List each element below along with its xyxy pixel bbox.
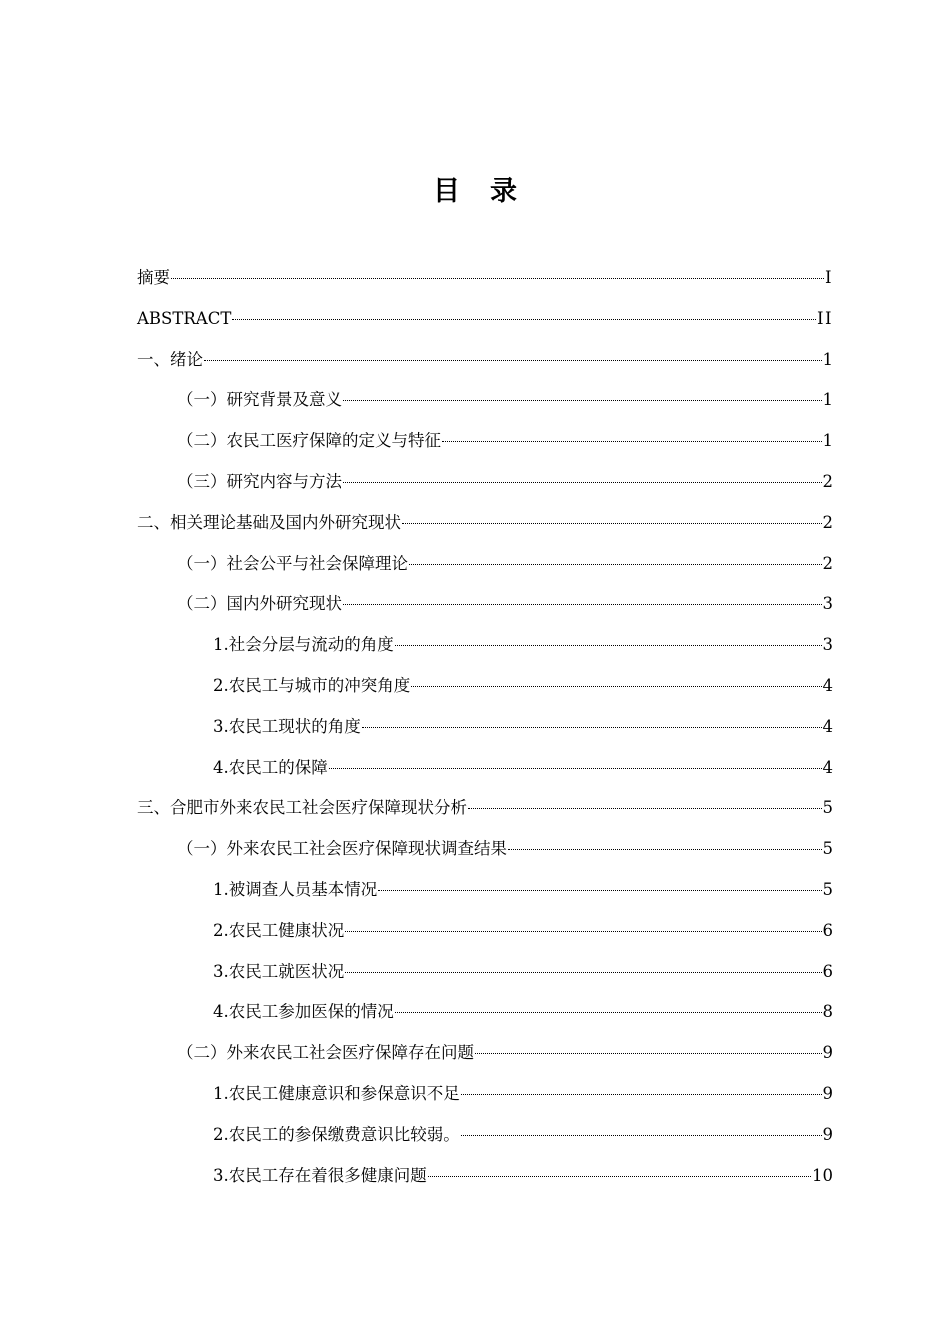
toc-dot-leader <box>171 277 824 279</box>
toc-page-number: 2 <box>822 471 833 491</box>
toc-entry[interactable] <box>137 258 833 299</box>
toc-page-number: 8 <box>822 1002 833 1022</box>
toc-dot-leader <box>395 1011 822 1013</box>
toc-page-number: 3 <box>822 594 833 614</box>
toc-dot-leader <box>343 603 822 605</box>
toc-entry[interactable] <box>137 544 833 585</box>
toc-entry[interactable] <box>137 584 833 625</box>
toc-entry-text: 1.农民工健康意识和参保意识不足 <box>213 1083 460 1103</box>
toc-entry-text: （二）外来农民工社会医疗保障存在问题 <box>177 1043 474 1063</box>
toc-page-number: I <box>824 268 833 287</box>
toc-dot-leader <box>402 522 822 524</box>
toc-page-number: 5 <box>822 879 833 899</box>
toc-dot-leader <box>345 930 821 932</box>
toc-page-number: 4 <box>822 716 833 736</box>
toc-entry[interactable] <box>137 748 833 789</box>
toc-page-number: 1 <box>822 431 833 451</box>
toc-page-number: 3 <box>822 635 833 655</box>
toc-dot-leader <box>343 399 822 401</box>
toc-entry[interactable] <box>137 992 833 1033</box>
toc-page-number: 4 <box>822 675 833 695</box>
toc-entry-text: （一）社会公平与社会保障理论 <box>177 553 408 573</box>
toc-entry[interactable] <box>137 462 833 503</box>
toc-entry-text: （一）研究背景及意义 <box>177 390 342 410</box>
toc-page-number: 6 <box>822 920 833 940</box>
toc-entry-text: 二、相关理论基础及国内外研究现状 <box>137 512 401 532</box>
toc-entry[interactable] <box>137 1115 833 1156</box>
toc-dot-leader <box>475 1052 822 1054</box>
toc-entry[interactable] <box>137 952 833 993</box>
toc-dot-leader <box>461 1093 822 1095</box>
toc-page-number: 1 <box>822 349 833 369</box>
toc-page-number: 2 <box>822 512 833 532</box>
toc-entry[interactable] <box>137 870 833 911</box>
toc-dot-leader <box>442 440 822 442</box>
toc-entry[interactable] <box>137 788 833 829</box>
toc-entry[interactable] <box>137 829 833 870</box>
toc-entry-text: 三、合肥市外来农民工社会医疗保障现状分析 <box>137 798 467 818</box>
toc-dot-leader <box>411 685 821 687</box>
toc-entry[interactable] <box>137 340 833 381</box>
toc-page-number: II <box>816 308 833 328</box>
toc-page-number: 1 <box>822 390 833 410</box>
toc-page-number: 5 <box>822 798 833 818</box>
toc-entry[interactable] <box>137 911 833 952</box>
toc-entry-text: ABSTRACT <box>137 308 232 328</box>
toc-dot-leader <box>329 767 822 769</box>
toc-dot-leader <box>378 889 821 891</box>
toc-entry-text: （三）研究内容与方法 <box>177 471 342 491</box>
toc-page-number: 2 <box>822 553 833 573</box>
toc-entry[interactable] <box>137 666 833 707</box>
toc-entry-text: （二）国内外研究现状 <box>177 594 342 614</box>
toc-dot-leader <box>461 1134 822 1136</box>
toc-title <box>0 172 950 212</box>
toc-entry-text: 1.社会分层与流动的角度 <box>213 635 394 655</box>
toc-entry-text: （一）外来农民工社会医疗保障现状调查结果 <box>177 839 507 859</box>
toc-title-char-1: 目 <box>433 176 460 207</box>
toc-dot-leader <box>508 848 822 850</box>
toc-entry[interactable] <box>137 1156 833 1197</box>
toc-entry-text: （二）农民工医疗保障的定义与特征 <box>177 431 441 451</box>
toc-entry[interactable] <box>137 707 833 748</box>
toc-entry-text: 2.农民工与城市的冲突角度 <box>213 675 411 695</box>
toc-entry[interactable] <box>137 299 833 340</box>
toc-entry-text: 4.农民工参加医保的情况 <box>213 1002 394 1022</box>
toc-entry-text: 3.农民工现状的角度 <box>213 716 361 736</box>
toc-page-number: 9 <box>822 1083 833 1103</box>
toc-dot-leader <box>395 644 822 646</box>
toc-entry[interactable] <box>137 421 833 462</box>
table-of-contents <box>137 258 833 1196</box>
toc-page-number: 4 <box>822 757 833 777</box>
toc-dot-leader <box>468 807 822 809</box>
toc-dot-leader <box>343 481 822 483</box>
toc-entry[interactable] <box>137 503 833 544</box>
toc-dot-leader <box>232 318 816 320</box>
toc-dot-leader <box>345 971 821 973</box>
toc-entry-text: 2.农民工健康状况 <box>213 920 345 940</box>
toc-page-number: 9 <box>822 1124 833 1144</box>
toc-entry-text: 2.农民工的参保缴费意识比较弱。 <box>213 1124 460 1144</box>
toc-entry-text: 1.被调查人员基本情况 <box>213 879 378 899</box>
toc-entry[interactable] <box>137 1074 833 1115</box>
toc-entry[interactable] <box>137 625 833 666</box>
toc-dot-leader <box>362 726 822 728</box>
toc-page-number: 10 <box>812 1165 833 1185</box>
toc-entry-text: 3.农民工存在着很多健康问题 <box>213 1165 427 1185</box>
toc-entry[interactable] <box>137 1033 833 1074</box>
toc-dot-leader <box>428 1175 811 1177</box>
toc-page-number: 5 <box>822 839 833 859</box>
toc-entry[interactable] <box>137 380 833 421</box>
toc-title-char-2: 录 <box>490 176 517 207</box>
toc-entry-text: 3.农民工就医状况 <box>213 961 345 981</box>
toc-page-number: 6 <box>822 961 833 981</box>
toc-entry-text: 4.农民工的保障 <box>213 757 328 777</box>
toc-dot-leader <box>204 359 822 361</box>
toc-page-number: 9 <box>822 1043 833 1063</box>
toc-dot-leader <box>409 563 822 565</box>
toc-entry-text: 摘要 <box>137 268 170 287</box>
toc-entry-text: 一、绪论 <box>137 349 203 369</box>
